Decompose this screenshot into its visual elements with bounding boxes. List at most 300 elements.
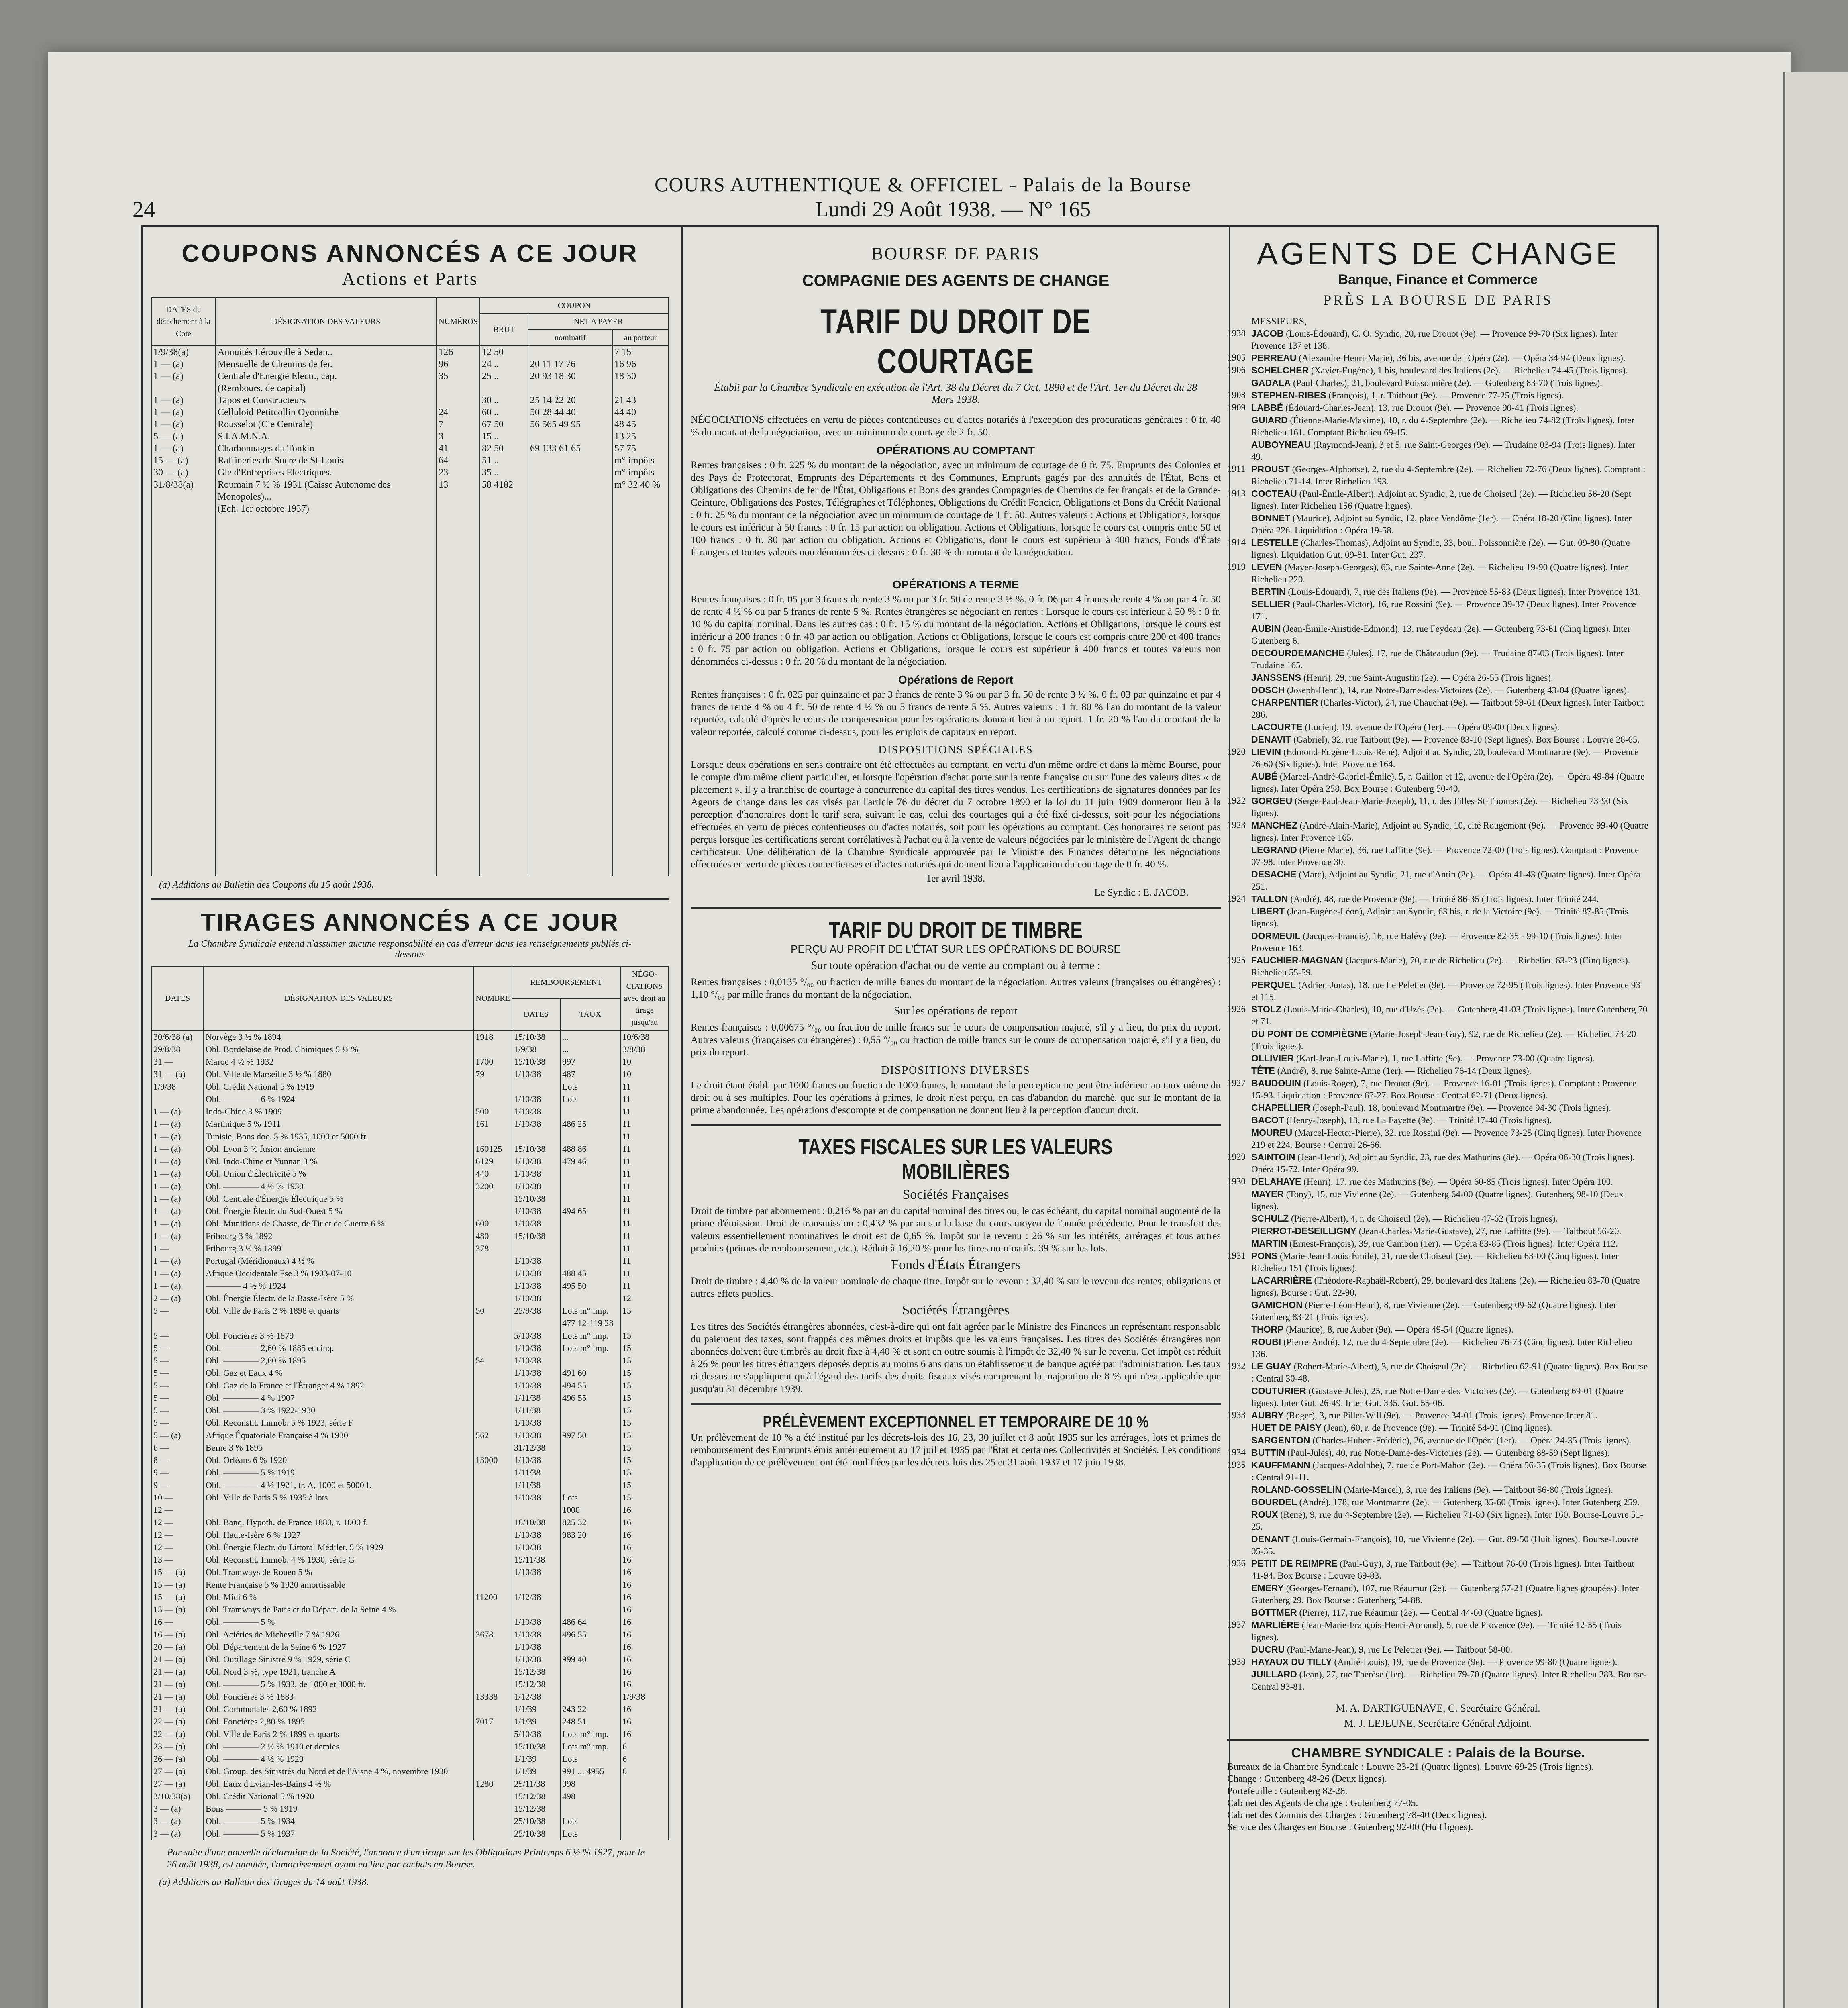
signature-secretaire-adjoint: M. J. LEJEUNE, Secrétaire Général Adjoint. bbox=[1344, 1718, 1532, 1729]
coupon-cell-nom bbox=[528, 503, 612, 515]
coupon-row bbox=[151, 358, 669, 370]
agent-entry bbox=[1227, 364, 1649, 377]
agent-year: 1913 bbox=[1227, 488, 1246, 498]
agent-entry bbox=[1227, 671, 1649, 684]
agent-name: COUTURIER bbox=[1251, 1386, 1306, 1396]
tirage-cell-taux bbox=[560, 1604, 620, 1616]
tirage-cell-rd: 1/10/38 bbox=[512, 1616, 560, 1628]
tirage-cell-nb bbox=[473, 1442, 512, 1454]
coupons-header-designation: DÉSIGNATION DES VALEURS bbox=[216, 298, 437, 346]
tirage-cell-neg: 15 bbox=[620, 1492, 669, 1504]
tirage-cell-nb: 1280 bbox=[473, 1778, 512, 1790]
tirage-cell-date: 6 — bbox=[151, 1442, 204, 1454]
agent-name: JUILLARD bbox=[1251, 1669, 1297, 1679]
agent-text bbox=[1251, 795, 1649, 819]
tirage-cell-name: Obl. Munitions de Chasse, de Tir et de Guerre 6 % bbox=[204, 1218, 473, 1230]
agent-name: DENAVIT bbox=[1251, 734, 1291, 745]
coupon-cell-date bbox=[151, 503, 216, 515]
tirage-cell-taux: 496 55 bbox=[560, 1392, 620, 1404]
tirage-cell-taux bbox=[560, 1355, 620, 1367]
coupon-row bbox=[151, 455, 669, 467]
tirage-cell-neg: 16 bbox=[620, 1716, 669, 1728]
agent-entry bbox=[1227, 537, 1649, 561]
agent-details: (Marcel-André-Gabriel-Émile), 5, r. Gaillon et 12, avenue de l'Opéra (2e). — Opéra 49-84 (Quatre lignes). Inter Opéra 258. Box Bourse : Gutenberg 50-40. bbox=[1251, 771, 1645, 794]
tirage-cell-nb bbox=[473, 1815, 512, 1828]
tirage-cell-date: 5 — bbox=[151, 1417, 204, 1429]
agent-name: COCTEAU bbox=[1251, 488, 1297, 499]
courtage-sec-comptant: OPÉRATIONS AU COMPTANT bbox=[876, 444, 1035, 457]
agent-entry bbox=[1227, 1496, 1649, 1508]
agent-year: 1932 bbox=[1227, 1361, 1246, 1371]
timbre-sec1: Sur toute opération d'achat ou de vente au comptant ou à terme : bbox=[811, 959, 1101, 972]
agent-entry bbox=[1227, 1212, 1649, 1225]
tirage-cell-nb bbox=[473, 1205, 512, 1218]
tirage-cell-name: Obl. ———— 5 % 1919 bbox=[204, 1467, 473, 1479]
tirage-cell-name: Obl. ———— 5 % 1937 bbox=[204, 1828, 473, 1840]
tirage-cell-name bbox=[204, 1317, 473, 1330]
tirage-cell-neg: 11 bbox=[620, 1255, 669, 1267]
tirage-cell-rd: 1/10/38 bbox=[512, 1342, 560, 1355]
tirage-row bbox=[151, 1828, 669, 1840]
tirage-cell-nb bbox=[473, 1641, 512, 1653]
tirage-row bbox=[151, 1765, 669, 1778]
agent-year bbox=[1227, 930, 1251, 954]
tirage-cell-taux bbox=[560, 1180, 620, 1193]
tirage-cell-taux bbox=[560, 1106, 620, 1118]
tirage-cell-name: Fribourg 3 % 1892 bbox=[204, 1230, 473, 1243]
agent-year: 1924 bbox=[1227, 894, 1246, 904]
agent-details: (Maurice), Adjoint au Syndic, 12, place Vendôme (1er). — Opéra 18-20 (Cinq lignes). Inter Opéra 226. Liquidation : Opéra 19-58. bbox=[1251, 513, 1632, 535]
agent-details: (Marie-Jean-Louis-Émile), 21, rue de Choiseul (2e). — Richelieu 63-00 (Cinq lignes). Inter Richelieu 151 (Trois lignes). bbox=[1251, 1251, 1619, 1273]
agent-details: (Jean-Henri), Adjoint au Syndic, 23, rue des Mathurins (8e). — Opéra 06-30 (Trois lignes). Opéra 15-72. Inter Opéra 99. bbox=[1251, 1152, 1635, 1174]
tirage-cell-nb bbox=[473, 1093, 512, 1106]
tirage-cell-rd: 1/10/38 bbox=[512, 1106, 560, 1118]
agent-text bbox=[1251, 622, 1649, 647]
agent-text bbox=[1251, 1619, 1649, 1643]
tirage-cell-nb bbox=[473, 1790, 512, 1803]
agents-list bbox=[1227, 327, 1649, 1693]
agent-details: (Pierre-Léon-Henri), 8, rue Vivienne (2e). — Gutenberg 09-62 (Quatre lignes). Inter Gutenberg 83-21 (Trois lignes). bbox=[1251, 1300, 1617, 1322]
tirage-row bbox=[151, 1255, 669, 1267]
agent-text bbox=[1251, 733, 1649, 746]
agent-year bbox=[1227, 622, 1251, 647]
tirage-cell-nb bbox=[473, 1666, 512, 1678]
agent-name: BONNET bbox=[1251, 513, 1291, 523]
tirage-cell-date: 12 — bbox=[151, 1516, 204, 1529]
agent-text bbox=[1251, 930, 1649, 954]
tirage-cell-name: Obl. Ville de Marseille 3 ½ % 1880 bbox=[204, 1068, 473, 1081]
tirage-cell-rd bbox=[512, 1604, 560, 1616]
tirage-cell-nb bbox=[473, 1616, 512, 1628]
tirage-cell-nb bbox=[473, 1765, 512, 1778]
agent-entry bbox=[1227, 1360, 1649, 1385]
tirage-cell-nb bbox=[473, 1541, 512, 1554]
agent-details: (Jacques-Adolphe), 7, rue de Port-Mahon (2e). — Opéra 56-35 (Trois lignes). Box Bourse : Central 91-11. bbox=[1251, 1460, 1646, 1482]
tirage-cell-neg: 11 bbox=[620, 1093, 669, 1106]
timbre-text1: Rentes françaises : 0,0135 °/₀₀ ou fraction de mille francs du montant de la négociation. Autres valeurs (françaises ou étrangères) : 1,10 °/₀₀ par mille francs du montant de la négociation. bbox=[691, 977, 1221, 1000]
tirage-cell-date: 15 — (a) bbox=[151, 1591, 204, 1604]
coupon-cell-name: S.I.A.M.N.A. bbox=[216, 431, 437, 443]
tirage-cell-rd: 15/10/38 bbox=[512, 1056, 560, 1068]
agent-year: 1938 bbox=[1227, 328, 1246, 338]
agent-text bbox=[1251, 463, 1649, 488]
agent-year bbox=[1227, 770, 1251, 795]
agent-details: (André), 48, rue de Provence (9e). — Trinité 86-35 (Trois lignes). Inter Trinité 244. bbox=[1290, 894, 1599, 904]
coupon-cell-port: m° impôts bbox=[612, 467, 669, 479]
agent-name: LEVEN bbox=[1251, 562, 1282, 572]
tirage-cell-rd: 15/12/38 bbox=[512, 1803, 560, 1815]
coupon-cell-name: Annuités Lérouville à Sedan.. bbox=[216, 346, 437, 358]
coupon-cell-num: 41 bbox=[437, 443, 480, 455]
tirage-cell-neg: 11 bbox=[620, 1267, 669, 1280]
chambre-line: Cabinet des Commis des Charges : Gutenberg 78-40 (Deux lignes). bbox=[1227, 1810, 1487, 1820]
agent-details: (Louis-Édouard), C. O. Syndic, 20, rue Drouot (9e). — Provence 99-70 (Six lignes). Inter Provence 137 et 138. bbox=[1251, 329, 1618, 351]
agent-name: LIEVIN bbox=[1251, 747, 1281, 757]
agent-text bbox=[1251, 1175, 1649, 1188]
agent-year bbox=[1227, 1102, 1251, 1114]
agent-details: (Jacques-Marie), 70, rue de Richelieu (2e). — Richelieu 63-23 (Cinq lignes). Richelieu 55-59. bbox=[1251, 955, 1630, 977]
tirage-cell-rd: 1/10/38 bbox=[512, 1205, 560, 1218]
tirage-cell-date: 5 — bbox=[151, 1392, 204, 1404]
tirage-cell-rd: 1/10/38 bbox=[512, 1168, 560, 1180]
tirage-cell-rd: 1/10/38 bbox=[512, 1267, 560, 1280]
agents-subtitle1: Banque, Finance et Commerce bbox=[1338, 272, 1538, 287]
tirage-row bbox=[151, 1180, 669, 1193]
agent-year bbox=[1227, 1533, 1251, 1557]
agent-name: LACOURTE bbox=[1251, 722, 1303, 732]
tirage-cell-name: Obl. Eaux d'Evian-les-Bains 4 ½ % bbox=[204, 1778, 473, 1790]
tirage-cell-name: Obl. Foncières 2,80 % 1895 bbox=[204, 1716, 473, 1728]
agent-details: (Jean), 27, rue Thérèse (1er). — Richelieu 79-70 (Quatre lignes). Inter Richelieu 283. Bourse-Central 93-81. bbox=[1251, 1669, 1647, 1692]
tirage-cell-name: Obl. ———— 5 % 1933, de 1000 et 3000 fr. bbox=[204, 1678, 473, 1691]
agent-details: (Théodore-Raphaël-Robert), 29, boulevard des Italiens (2e). — Richelieu 83-70 (Quatre lignes). Bourse : Gut. 22-90. bbox=[1251, 1275, 1640, 1298]
tirage-cell-taux bbox=[560, 1803, 620, 1815]
tirage-cell-taux: 487 bbox=[560, 1068, 620, 1081]
coupon-cell-date: 15 — (a) bbox=[151, 455, 216, 467]
tirage-row bbox=[151, 1367, 669, 1379]
coupon-cell-nom bbox=[528, 382, 612, 394]
tirage-cell-date: 22 — (a) bbox=[151, 1716, 204, 1728]
tirage-cell-date: 31 — bbox=[151, 1056, 204, 1068]
agent-entry bbox=[1227, 463, 1649, 488]
tirage-row bbox=[151, 1790, 669, 1803]
coupon-cell-brut bbox=[480, 503, 528, 515]
tirage-cell-name: Indo-Chine 3 % 1909 bbox=[204, 1106, 473, 1118]
tirage-row bbox=[151, 1379, 669, 1392]
agent-name: GADALA bbox=[1251, 378, 1291, 388]
agent-details: (Henri), 17, rue des Mathurins (8e). — Opéra 60-85 (Trois lignes). Inter Opéra 100. bbox=[1303, 1177, 1613, 1187]
agent-details: (Alexandre-Henri-Marie), 36 bis, avenue de l'Opéra (2e). — Opéra 34-94 (Deux lignes). bbox=[1299, 353, 1626, 363]
tirage-cell-name: Obl. Lyon 3 % fusion ancienne bbox=[204, 1143, 473, 1155]
agent-name: ROUBI bbox=[1251, 1337, 1281, 1347]
tirage-cell-rd: 1/10/38 bbox=[512, 1118, 560, 1131]
agent-year bbox=[1227, 512, 1251, 537]
tirage-row bbox=[151, 1516, 669, 1529]
agent-entry bbox=[1227, 1409, 1649, 1422]
agent-year bbox=[1227, 721, 1251, 733]
tirage-cell-neg: 16 bbox=[620, 1554, 669, 1566]
tirage-cell-taux: 491 60 bbox=[560, 1367, 620, 1379]
chambre-line: Cabinet des Agents de change : Gutenberg 77-05. bbox=[1227, 1798, 1418, 1808]
coupon-row bbox=[151, 479, 669, 503]
agent-details: (André), 178, rue Montmartre (2e). — Gutenberg 35-60 (Trois lignes). Inter Gutenberg 259. bbox=[1299, 1497, 1640, 1507]
agent-year bbox=[1227, 1212, 1251, 1225]
tirage-cell-rd: 1/10/38 bbox=[512, 1155, 560, 1168]
courtage-signature: Le Syndic : E. JACOB. bbox=[1094, 887, 1189, 898]
agent-text bbox=[1251, 1077, 1649, 1102]
timbre-text3: Le droit étant établi par 1000 francs ou fraction de 1000 francs, le montant de la perception ne peut être inférieur au taux même du droit ou à ses multiples. Pour les opérations à primes, le droit n'est perçu, en cas d'abandon du marché, que sur le montant de la prime abandonnée. Les opérations d'escompte et de compensation ne donnent lieu à la perception d'aucun droit. bbox=[691, 1080, 1221, 1116]
tirage-cell-neg: 16 bbox=[620, 1591, 669, 1604]
agent-name: DOSCH bbox=[1251, 685, 1285, 695]
coupon-cell-num: 7 bbox=[437, 418, 480, 431]
agent-year: 1934 bbox=[1227, 1447, 1246, 1457]
taxes-francaises-heading: Sociétés Françaises bbox=[902, 1187, 1009, 1202]
coupon-cell-nom bbox=[528, 431, 612, 443]
coupon-row bbox=[151, 394, 669, 406]
agent-name: HAYAUX DU TILLY bbox=[1251, 1657, 1332, 1667]
agent-entry bbox=[1227, 439, 1649, 463]
coupon-cell-num: 24 bbox=[437, 406, 480, 418]
tirage-cell-date: 5 — (a) bbox=[151, 1429, 204, 1442]
coupon-cell-num: 3 bbox=[437, 431, 480, 443]
coupon-cell-num: 126 bbox=[437, 346, 480, 358]
agent-details: (Paul-Émile-Albert), Adjoint au Syndic, 2, rue de Choiseul (2e). — Richelieu 56-20 (Sept lignes). Inter Richelieu 156 (Quatre lignes). bbox=[1251, 489, 1632, 511]
tirage-cell-neg: 11 bbox=[620, 1193, 669, 1205]
tirage-cell-nb bbox=[473, 1417, 512, 1429]
agent-year bbox=[1227, 868, 1251, 893]
tirage-cell-neg: 3/8/38 bbox=[620, 1043, 669, 1056]
tirage-cell-taux bbox=[560, 1417, 620, 1429]
tirage-cell-nb: 378 bbox=[473, 1243, 512, 1255]
agent-text bbox=[1251, 1496, 1649, 1508]
agent-name: SARGENTON bbox=[1251, 1435, 1310, 1445]
tirage-cell-rd: 25/10/38 bbox=[512, 1828, 560, 1840]
agent-details: (Henry-Joseph), 13, rue La Fayette (9e). — Trinité 17-40 (Trois lignes). bbox=[1286, 1115, 1552, 1125]
tirage-cell-neg: 15 bbox=[620, 1442, 669, 1454]
agent-year bbox=[1227, 1385, 1251, 1409]
agent-year: 1936 bbox=[1227, 1558, 1246, 1568]
chambre-line: Change : Gutenberg 48-26 (Deux lignes). bbox=[1227, 1774, 1387, 1784]
coupon-cell-brut: 24 .. bbox=[480, 358, 528, 370]
masthead-title: COURS AUTHENTIQUE & OFFICIEL - Palais de la Bourse bbox=[655, 173, 1191, 196]
agent-name: AUBOYNEAU bbox=[1251, 439, 1311, 450]
tirage-row bbox=[151, 1778, 669, 1790]
agent-entry bbox=[1227, 561, 1649, 586]
tirage-cell-name: Obl. Reconstit. Immob. 5 % 1923, série F bbox=[204, 1417, 473, 1429]
agent-text bbox=[1251, 819, 1649, 844]
agent-name: HUET DE PAISY bbox=[1251, 1422, 1322, 1433]
coupon-row bbox=[151, 443, 669, 455]
tirage-cell-name: Obl. ———— 2 ½ % 1910 et demies bbox=[204, 1741, 473, 1753]
tirage-cell-name: Obl. Crédit National 5 % 1919 bbox=[204, 1081, 473, 1093]
tirage-row bbox=[151, 1628, 669, 1641]
tirage-row bbox=[151, 1653, 669, 1666]
tirage-cell-name: Obl. ———— 4 ½ % 1930 bbox=[204, 1180, 473, 1193]
tirage-cell-nb bbox=[473, 1753, 512, 1765]
agent-name: MARTIN bbox=[1251, 1238, 1287, 1249]
agent-details: (André-Louis), 19, rue de Provence (9e). — Provence 99-80 (Quatre lignes). bbox=[1334, 1657, 1618, 1667]
tirage-cell-name: ———— 4 ½ % 1924 bbox=[204, 1280, 473, 1292]
agent-year bbox=[1227, 979, 1251, 1003]
tirage-row bbox=[151, 1417, 669, 1429]
agent-year bbox=[1227, 1299, 1251, 1323]
coupons-header-numeros: NUMÉROS bbox=[437, 298, 480, 346]
coupon-cell-port: 21 43 bbox=[612, 394, 669, 406]
tirage-row bbox=[151, 1168, 669, 1180]
tirage-cell-rd: 1/10/38 bbox=[512, 1280, 560, 1292]
tirage-cell-rd: 1/9/38 bbox=[512, 1043, 560, 1056]
agent-details: (Pierre-Marie), 36, rue Laffitte (9e). — Provence 72-00 (Trois lignes). Comptant : Provence 07-98. Inter Provence 30. bbox=[1251, 845, 1639, 867]
courtage-date: 1er avril 1938. bbox=[926, 873, 985, 884]
tirage-cell-name: Obl. ———— 6 % 1924 bbox=[204, 1093, 473, 1106]
courtage-comptant-text: Rentes françaises : 0 fr. 225 % du montant de la négociation, avec un minimum de courtage de 0 fr. 75. Emprunts des Colonies et des Pays de Protectorat, Emprunts des Départements et des Communes, Emprunts gagés par des annuités de l'État, Bons et Obligations des Chemins de fer de l'État, Obligations et Bons des grandes Compagnies de Chemins de fer français et de la Grande-Ceinture, Obligations des Postes, Télégraphes et Téléphones, Obligations du Crédit Foncier, Obligations et Bons du Crédit National : 0 fr. 25 % du montant de la négociation avec un minimum de courtage de 1 fr. 50. Autres valeurs : Actions et Obligations, lorsque le cours est inférieur à 50 francs : 0 fr. 15 par action ou obligation. Actions et Obligations, lorsque le cours est compris entre 50 et 100 francs : 0 fr. 30 par action ou obligation. Actions et Obligations, dont le cours est supérieur à 400 francs, Fonds d'États Étrangers et toutes valeurs non dénommées ci-dessus : 0 fr. 30 % du montant de la négociation. bbox=[691, 460, 1221, 558]
tirage-cell-nb bbox=[473, 1516, 512, 1529]
tirage-cell-name: Obl. ———— 5 % bbox=[204, 1616, 473, 1628]
tirage-cell-neg: 11 bbox=[620, 1205, 669, 1218]
agent-entry bbox=[1227, 377, 1649, 389]
agent-text bbox=[1251, 1409, 1649, 1422]
tirage-cell-neg bbox=[620, 1317, 669, 1330]
agent-text bbox=[1251, 414, 1649, 439]
tirage-cell-name: Tunisie, Bons doc. 5 % 1935, 1000 et 5000 fr. bbox=[204, 1131, 473, 1143]
tirage-cell-nb bbox=[473, 1803, 512, 1815]
coupon-cell-name: Celluloid Petitcollin Oyonnithe bbox=[216, 406, 437, 418]
tirage-cell-date: 9 — bbox=[151, 1479, 204, 1492]
signature-secretaire-general: M. A. DARTIGUENAVE, C. Secrétaire Général. bbox=[1336, 1702, 1540, 1714]
agent-name: MANCHEZ bbox=[1251, 820, 1297, 831]
taxes-etats-text: Droit de timbre : 4,40 % de la valeur nominale de chaque titre. Impôt sur le revenu : 32,40 % sur le revenu des rentes, obligations et autres effets publics. bbox=[691, 1276, 1221, 1299]
tirage-cell-name: Obl. ———— 4 ½ 1921, tr. A, 1000 et 5000 f. bbox=[204, 1479, 473, 1492]
agent-name: PERREAU bbox=[1251, 353, 1297, 363]
agent-name: TÊTE bbox=[1251, 1065, 1275, 1076]
agent-year bbox=[1227, 1052, 1251, 1065]
tirage-cell-neg: 10/6/38 bbox=[620, 1031, 669, 1043]
tirage-row bbox=[151, 1678, 669, 1691]
agent-text bbox=[1251, 561, 1649, 586]
page-number: 24 bbox=[133, 197, 155, 222]
tirage-cell-neg bbox=[620, 1790, 669, 1803]
agent-entry bbox=[1227, 1484, 1649, 1496]
taxes-etrangeres-text: Les titres des Sociétés étrangères abonnées, c'est-à-dire qui ont fait agréer par le Ministre des Finances un représentant responsable du paiement des taxes, sont frappés des mêmes droits et impôts que les valeurs françaises. Les titres des Sociétés étrangères non abonnées doivent être timbrés au droit fixe à 4,40 % et sont en outre soumis à l'impôt de 32,40 % sur le revenu. Cet impôt est réduit à 26 % pour les titres étrangers déposés depuis au moins 6 ans dans un établissement de banque agréé par l'administration. Les taux ci-dessus ne s'appliquent qu'à l'égard des tarifs des droits fiscaux visés comprenant la majoration de 8 % qui n'est applicable que jusqu'au 31 décembre 1939. bbox=[691, 1321, 1221, 1394]
agent-text bbox=[1251, 1003, 1649, 1028]
tirage-cell-neg: 11 bbox=[620, 1218, 669, 1230]
tirage-cell-neg: 15 bbox=[620, 1305, 669, 1317]
tirage-cell-taux: 983 20 bbox=[560, 1529, 620, 1541]
coupon-cell-date: 1 — (a) bbox=[151, 406, 216, 418]
agent-text bbox=[1251, 364, 1649, 377]
tirage-cell-taux: Lots bbox=[560, 1492, 620, 1504]
tirage-row bbox=[151, 1815, 669, 1828]
agent-text bbox=[1251, 647, 1649, 671]
agent-name: MOUREU bbox=[1251, 1127, 1293, 1138]
tirage-row bbox=[151, 1492, 669, 1504]
tirage-cell-date: 21 — (a) bbox=[151, 1666, 204, 1678]
tirage-cell-name: Obl. Outillage Sinistré 9 % 1929, série C bbox=[204, 1653, 473, 1666]
tirage-cell-taux: 998 bbox=[560, 1778, 620, 1790]
tirage-cell-name: Obl. Ville de Paris 2 % 1898 et quarts bbox=[204, 1305, 473, 1317]
tirage-row bbox=[151, 1541, 669, 1554]
tirage-row bbox=[151, 1106, 669, 1118]
tirage-cell-nb bbox=[473, 1604, 512, 1616]
agent-name: DORMEUIL bbox=[1251, 931, 1301, 941]
coupon-cell-nom: 50 28 44 40 bbox=[528, 406, 612, 418]
tirage-cell-date: 1 — (a) bbox=[151, 1168, 204, 1180]
coupon-cell-name: Gle d'Entreprises Electriques. bbox=[216, 467, 437, 479]
tirage-cell-name: Obl. Ville de Paris 5 % 1935 à lots bbox=[204, 1492, 473, 1504]
tirages-note-additions: (a) Additions au Bulletin des Tirages du 14 août 1938. bbox=[159, 1877, 369, 1888]
tirage-cell-name bbox=[204, 1504, 473, 1516]
tirage-cell-taux: 991 ... 4955 bbox=[560, 1765, 620, 1778]
agent-entry bbox=[1227, 733, 1649, 746]
agent-details: (Jean-Charles-Marie-Gustave), 27, rue Laffitte (9e). — Taitbout 56-20. bbox=[1358, 1226, 1622, 1236]
coupon-row bbox=[151, 467, 669, 479]
tirage-cell-taux: 488 45 bbox=[560, 1267, 620, 1280]
tirage-cell-taux: 825 32 bbox=[560, 1516, 620, 1529]
agent-year: 1925 bbox=[1227, 955, 1246, 965]
tirage-cell-taux bbox=[560, 1691, 620, 1703]
agent-name: LEGRAND bbox=[1251, 845, 1297, 855]
agent-entry bbox=[1227, 1643, 1649, 1656]
tirage-cell-rd: 1/10/38 bbox=[512, 1566, 560, 1579]
tirage-cell-rd: 15/10/38 bbox=[512, 1143, 560, 1155]
agent-entry bbox=[1227, 1114, 1649, 1126]
tirage-row bbox=[151, 1031, 669, 1043]
agent-year: 1920 bbox=[1227, 747, 1246, 757]
agent-details: (Pierre-André), 12, rue du 4-Septembre (2e). — Richelieu 76-73 (Cinq lignes). Inter Richelieu 136. bbox=[1251, 1337, 1632, 1359]
agent-entry bbox=[1227, 1175, 1649, 1188]
tirages-header-remboursement: REMBOURSEMENT bbox=[512, 966, 620, 998]
agent-details: (Robert-Marie-Albert), 3, rue de Choiseul (2e). — Richelieu 62-91 (Quatre lignes). Box Bourse : Central 30-48. bbox=[1251, 1361, 1648, 1384]
agent-name: JANSSENS bbox=[1251, 672, 1301, 683]
tirage-cell-neg: 16 bbox=[620, 1529, 669, 1541]
agent-text bbox=[1251, 954, 1649, 979]
tirage-cell-neg: 15 bbox=[620, 1404, 669, 1417]
tirage-cell-nb bbox=[473, 1828, 512, 1840]
agent-text bbox=[1251, 1102, 1649, 1114]
agent-text bbox=[1251, 844, 1649, 868]
agent-text bbox=[1251, 721, 1649, 733]
tirage-cell-neg bbox=[620, 1815, 669, 1828]
agent-details: (Maurice), 8, rue Auber (9e). — Opéra 49-54 (Quatre lignes). bbox=[1286, 1324, 1513, 1335]
agent-entry bbox=[1227, 1126, 1649, 1151]
agent-details: (Jacques-Francis), 16, rue Halévy (9e). — Provence 82-35 - 99-10 (Trois lignes). Inter Provence 163. bbox=[1251, 931, 1622, 953]
agent-year bbox=[1227, 586, 1251, 598]
tirage-row bbox=[151, 1691, 669, 1703]
coupons-header-coupon: COUPON bbox=[480, 298, 669, 314]
agent-year: 1926 bbox=[1227, 1004, 1246, 1014]
tirage-cell-neg: 11 bbox=[620, 1118, 669, 1131]
tirage-cell-date: 8 — bbox=[151, 1454, 204, 1467]
coupon-row bbox=[151, 346, 669, 358]
tirage-cell-neg: 12 bbox=[620, 1292, 669, 1305]
agent-entry bbox=[1227, 1188, 1649, 1212]
tirage-cell-nb: 3200 bbox=[473, 1180, 512, 1193]
tirage-cell-name: Obl. ———— 2,60 % 1895 bbox=[204, 1355, 473, 1367]
agent-details: (Pierre), 117, rue Réaumur (2e). — Central 44-60 (Quatre lignes). bbox=[1299, 1608, 1543, 1618]
agent-name: ROUX bbox=[1251, 1509, 1278, 1520]
coupons-header-dates: DATES du détachement à la Cote bbox=[151, 298, 216, 346]
agent-name: TALLON bbox=[1251, 894, 1288, 904]
agent-year bbox=[1227, 1028, 1251, 1052]
agent-entry bbox=[1227, 1459, 1649, 1484]
tirage-cell-neg: 16 bbox=[620, 1541, 669, 1554]
agent-entry bbox=[1227, 930, 1649, 954]
agent-year: 1909 bbox=[1227, 402, 1246, 412]
tirage-cell-nb: 6129 bbox=[473, 1155, 512, 1168]
tirage-cell-nb bbox=[473, 1292, 512, 1305]
agent-text bbox=[1251, 389, 1649, 402]
tirage-cell-date: 27 — (a) bbox=[151, 1778, 204, 1790]
